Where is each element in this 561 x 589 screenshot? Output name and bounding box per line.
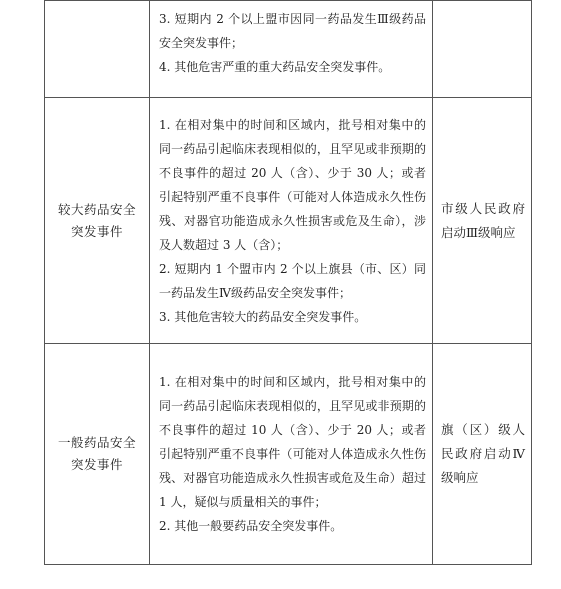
criteria-cell (150, 98, 433, 344)
level-cell (45, 1, 150, 98)
level-label: 突发事件 (70, 223, 123, 239)
level-label: 一般药品安全 (57, 435, 136, 450)
table-row (45, 98, 532, 344)
criteria-item: 3. 其他危害较大的药品安全突发事件。 (159, 309, 367, 324)
criteria-item: 3. 短期内 2 个以上盟市因同一药品发生Ⅲ级药品安全突发事件； (159, 12, 426, 50)
response-cell: 旗（区）级人民政府启动Ⅳ级响应 (433, 344, 532, 565)
response-cell (433, 1, 532, 98)
criteria-item: 4. 其他危害严重的重大药品安全突发事件。 (159, 60, 391, 74)
level-label: 较大药品安全 (57, 201, 136, 217)
criteria-cell (150, 344, 433, 565)
criteria-item: 2. 其他一般要药品安全突发事件。 (159, 519, 343, 533)
criteria-item: 2. 短期内 1 个盟市内 2 个以上旗县（市、区）同一药品发生Ⅳ级药品安全突发事件； (159, 261, 426, 300)
criteria-item: 1. 在相对集中的时间和区域内，批号相对集中的同一药品引起临床表现相似的，且罕见或非预期的不良事件的超过 20 人（含）、少于 30 人；或者引起特别严重不良事件（可能对人体造成永久性伤残、对器官功能造成永久性损害或危及生命），涉及人数超过 3 人（含）； (159, 117, 426, 252)
response-cell: 市级人民政府启动Ⅲ级响应 (433, 98, 532, 344)
incident-level-table (44, 0, 532, 565)
level-label: 突发事件 (70, 457, 123, 472)
table-row (45, 344, 532, 565)
level-cell (45, 344, 150, 565)
level-cell (45, 98, 150, 344)
criteria-item: 1. 在相对集中的时间和区域内，批号相对集中的同一药品引起临床表现相似的，且罕见或非预期的不良事件的超过 10 人（含）、少于 20 人；或者引起特别严重不良事件（可能对人体造成永久性伤残、对器官功能造成永久性损害或危及生命）超过 1 人，疑似与质量相关的事件； (159, 375, 426, 509)
criteria-cell (150, 1, 433, 98)
table-row (45, 1, 532, 98)
